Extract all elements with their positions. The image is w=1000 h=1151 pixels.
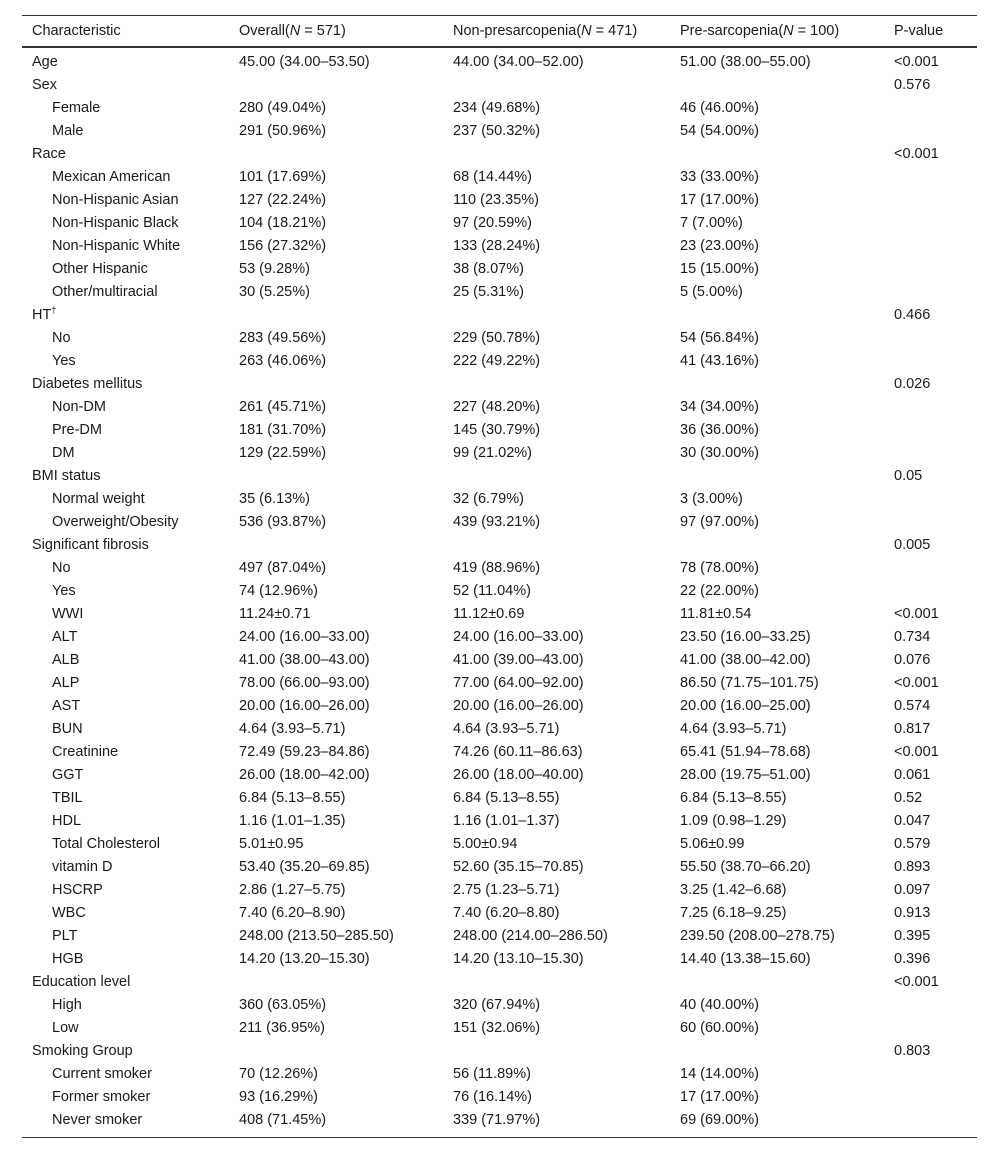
cell-non-presarcopenia: 4.64 (3.93–5.71) bbox=[453, 721, 560, 737]
cell-overall: 30 (5.25%) bbox=[239, 284, 310, 300]
cell-pre-sarcopenia: 17 (17.00%) bbox=[680, 1089, 759, 1105]
table-row bbox=[22, 1109, 977, 1138]
cell-non-presarcopenia: 11.12±0.69 bbox=[453, 606, 525, 622]
cell-pre-sarcopenia: 14 (14.00%) bbox=[680, 1066, 759, 1082]
cell-pre-sarcopenia: 4.64 (3.93–5.71) bbox=[680, 721, 787, 737]
cell-overall: 127 (22.24%) bbox=[239, 192, 327, 208]
table-row bbox=[22, 212, 977, 235]
row-characteristic: DM bbox=[52, 445, 75, 461]
cell-non-presarcopenia bbox=[443, 143, 670, 166]
cell-p-value: 0.52 bbox=[894, 790, 923, 806]
table-row bbox=[22, 787, 977, 810]
table-row bbox=[22, 350, 977, 373]
cell-non-presarcopenia: 32 (6.79%) bbox=[453, 491, 524, 507]
row-characteristic: HGB bbox=[52, 951, 84, 967]
cell-pre-sarcopenia: 65.41 (51.94–78.68) bbox=[680, 744, 811, 760]
header-non-presarcopenia: Non-presarcopenia(N = 471) bbox=[453, 23, 638, 39]
cell-p-value bbox=[884, 97, 977, 120]
cell-non-presarcopenia: 5.00±0.94 bbox=[453, 836, 518, 852]
row-characteristic: HSCRP bbox=[52, 882, 103, 898]
row-characteristic: Former smoker bbox=[52, 1089, 151, 1105]
row-characteristic: PLT bbox=[52, 928, 78, 944]
cell-p-value bbox=[884, 396, 977, 419]
cell-overall: 360 (63.05%) bbox=[239, 997, 327, 1013]
cell-p-value: 0.576 bbox=[894, 77, 931, 93]
table-row bbox=[22, 465, 977, 488]
row-characteristic: Creatinine bbox=[52, 744, 119, 760]
cell-p-value bbox=[884, 488, 977, 511]
table-row bbox=[22, 649, 977, 672]
cell-pre-sarcopenia: 36 (36.00%) bbox=[680, 422, 759, 438]
row-characteristic: Pre-DM bbox=[52, 422, 102, 438]
cell-p-value bbox=[884, 511, 977, 534]
cell-p-value bbox=[884, 1086, 977, 1109]
cell-overall bbox=[229, 74, 443, 97]
cell-non-presarcopenia: 99 (21.02%) bbox=[453, 445, 532, 461]
row-characteristic: Total Cholesterol bbox=[52, 836, 160, 852]
row-characteristic: Female bbox=[52, 100, 101, 116]
row-characteristic: vitamin D bbox=[52, 859, 113, 875]
cell-p-value bbox=[884, 120, 977, 143]
cell-pre-sarcopenia: 51.00 (38.00–55.00) bbox=[680, 54, 811, 70]
row-characteristic: Other Hispanic bbox=[52, 261, 148, 277]
cell-pre-sarcopenia: 20.00 (16.00–25.00) bbox=[680, 698, 811, 714]
table-row bbox=[22, 511, 977, 534]
cell-overall: 72.49 (59.23–84.86) bbox=[239, 744, 370, 760]
cell-p-value bbox=[884, 1017, 977, 1040]
cell-overall: 101 (17.69%) bbox=[239, 169, 327, 185]
cell-non-presarcopenia: 7.40 (6.20–8.80) bbox=[453, 905, 560, 921]
cell-non-presarcopenia: 145 (30.79%) bbox=[453, 422, 541, 438]
table-row bbox=[22, 925, 977, 948]
cell-overall: 70 (12.26%) bbox=[239, 1066, 318, 1082]
cell-pre-sarcopenia bbox=[670, 971, 884, 994]
cell-p-value: 0.076 bbox=[894, 652, 931, 668]
cell-overall: 35 (6.13%) bbox=[239, 491, 310, 507]
cell-non-presarcopenia: 2.75 (1.23–5.71) bbox=[453, 882, 560, 898]
cell-overall bbox=[229, 304, 443, 327]
row-characteristic: AST bbox=[52, 698, 81, 714]
cell-overall bbox=[229, 373, 443, 396]
cell-overall: 104 (18.21%) bbox=[239, 215, 327, 231]
cell-non-presarcopenia: 44.00 (34.00–52.00) bbox=[453, 54, 584, 70]
cell-non-presarcopenia: 222 (49.22%) bbox=[453, 353, 541, 369]
row-characteristic: Education level bbox=[32, 974, 131, 990]
table-row bbox=[22, 166, 977, 189]
cell-pre-sarcopenia: 5 (5.00%) bbox=[680, 284, 743, 300]
header-pre-sarcopenia: Pre-sarcopenia(N = 100) bbox=[680, 23, 840, 39]
cell-p-value: <0.001 bbox=[894, 606, 939, 622]
cell-pre-sarcopenia: 97 (97.00%) bbox=[680, 514, 759, 530]
cell-overall bbox=[229, 971, 443, 994]
table-row bbox=[22, 741, 977, 764]
row-characteristic: Yes bbox=[52, 583, 76, 599]
table-row bbox=[22, 143, 977, 166]
cell-non-presarcopenia: 77.00 (64.00–92.00) bbox=[453, 675, 584, 691]
row-characteristic: ALB bbox=[52, 652, 80, 668]
cell-pre-sarcopenia bbox=[670, 74, 884, 97]
table-row bbox=[22, 74, 977, 97]
cell-p-value bbox=[884, 189, 977, 212]
cell-pre-sarcopenia: 15 (15.00%) bbox=[680, 261, 759, 277]
table-row bbox=[22, 373, 977, 396]
row-characteristic: Normal weight bbox=[52, 491, 145, 507]
cell-pre-sarcopenia: 41.00 (38.00–42.00) bbox=[680, 652, 811, 668]
cell-overall bbox=[229, 1040, 443, 1063]
cell-pre-sarcopenia: 86.50 (71.75–101.75) bbox=[680, 675, 819, 691]
cell-p-value: 0.734 bbox=[894, 629, 931, 645]
cell-pre-sarcopenia: 78 (78.00%) bbox=[680, 560, 759, 576]
row-characteristic: Non-DM bbox=[52, 399, 106, 415]
table-row bbox=[22, 856, 977, 879]
table-row bbox=[22, 235, 977, 258]
table-row bbox=[22, 672, 977, 695]
cell-overall: 7.40 (6.20–8.90) bbox=[239, 905, 346, 921]
table-row bbox=[22, 1063, 977, 1086]
cell-pre-sarcopenia: 28.00 (19.75–51.00) bbox=[680, 767, 811, 783]
cell-p-value: 0.466 bbox=[894, 307, 931, 323]
cell-pre-sarcopenia: 60 (60.00%) bbox=[680, 1020, 759, 1036]
cell-pre-sarcopenia: 6.84 (5.13–8.55) bbox=[680, 790, 787, 806]
cell-non-presarcopenia: 24.00 (16.00–33.00) bbox=[453, 629, 584, 645]
cell-p-value: 0.396 bbox=[894, 951, 931, 967]
cell-non-presarcopenia: 439 (93.21%) bbox=[453, 514, 541, 530]
cell-pre-sarcopenia bbox=[670, 304, 884, 327]
cell-overall: 156 (27.32%) bbox=[239, 238, 327, 254]
cell-non-presarcopenia: 76 (16.14%) bbox=[453, 1089, 532, 1105]
cell-p-value bbox=[884, 442, 977, 465]
table-row bbox=[22, 488, 977, 511]
row-characteristic: Current smoker bbox=[52, 1066, 152, 1082]
table-row bbox=[22, 557, 977, 580]
cell-non-presarcopenia: 14.20 (13.10–15.30) bbox=[453, 951, 584, 967]
cell-overall: 263 (46.06%) bbox=[239, 353, 327, 369]
row-characteristic: WBC bbox=[52, 905, 86, 921]
cell-pre-sarcopenia: 34 (34.00%) bbox=[680, 399, 759, 415]
cell-pre-sarcopenia: 54 (54.00%) bbox=[680, 123, 759, 139]
table-row bbox=[22, 879, 977, 902]
cell-pre-sarcopenia: 22 (22.00%) bbox=[680, 583, 759, 599]
table-row bbox=[22, 47, 977, 74]
cell-p-value bbox=[884, 327, 977, 350]
table-row bbox=[22, 718, 977, 741]
cell-non-presarcopenia: 227 (48.20%) bbox=[453, 399, 541, 415]
cell-pre-sarcopenia: 14.40 (13.38–15.60) bbox=[680, 951, 811, 967]
table-row bbox=[22, 120, 977, 143]
table-row bbox=[22, 396, 977, 419]
row-characteristic: Low bbox=[52, 1020, 79, 1036]
cell-overall: 11.24±0.71 bbox=[239, 606, 311, 622]
cell-overall: 497 (87.04%) bbox=[239, 560, 327, 576]
cell-non-presarcopenia: 320 (67.94%) bbox=[453, 997, 541, 1013]
cell-p-value bbox=[884, 212, 977, 235]
cell-overall: 129 (22.59%) bbox=[239, 445, 327, 461]
cell-non-presarcopenia: 56 (11.89%) bbox=[453, 1066, 531, 1082]
table-row bbox=[22, 833, 977, 856]
cell-overall: 280 (49.04%) bbox=[239, 100, 327, 116]
row-characteristic: Non-Hispanic Asian bbox=[52, 192, 179, 208]
row-characteristic: No bbox=[52, 560, 71, 576]
row-characteristic: HT† bbox=[32, 305, 57, 323]
cell-p-value bbox=[884, 580, 977, 603]
cell-overall: 14.20 (13.20–15.30) bbox=[239, 951, 370, 967]
cell-overall bbox=[229, 465, 443, 488]
cell-non-presarcopenia: 248.00 (214.00–286.50) bbox=[453, 928, 608, 944]
row-characteristic: Never smoker bbox=[52, 1112, 143, 1128]
cell-overall: 74 (12.96%) bbox=[239, 583, 318, 599]
cell-p-value bbox=[884, 557, 977, 580]
cell-pre-sarcopenia: 11.81±0.54 bbox=[680, 606, 752, 622]
cell-p-value: 0.803 bbox=[894, 1043, 931, 1059]
cell-p-value: <0.001 bbox=[894, 146, 939, 162]
cell-non-presarcopenia: 52 (11.04%) bbox=[453, 583, 531, 599]
cell-non-presarcopenia: 52.60 (35.15–70.85) bbox=[453, 859, 584, 875]
cell-overall: 6.84 (5.13–8.55) bbox=[239, 790, 346, 806]
header-overall: Overall(N = 571) bbox=[239, 23, 346, 39]
cell-non-presarcopenia bbox=[443, 534, 670, 557]
cell-pre-sarcopenia bbox=[670, 1040, 884, 1063]
cell-p-value: 0.574 bbox=[894, 698, 931, 714]
table-body bbox=[22, 47, 977, 1138]
cell-non-presarcopenia: 41.00 (39.00–43.00) bbox=[453, 652, 584, 668]
cell-pre-sarcopenia: 7.25 (6.18–9.25) bbox=[680, 905, 787, 921]
row-characteristic: Significant fibrosis bbox=[32, 537, 149, 553]
cell-overall: 248.00 (213.50–285.50) bbox=[239, 928, 394, 944]
cell-overall: 93 (16.29%) bbox=[239, 1089, 318, 1105]
table-row bbox=[22, 1086, 977, 1109]
cell-pre-sarcopenia: 1.09 (0.98–1.29) bbox=[680, 813, 787, 829]
cell-overall: 24.00 (16.00–33.00) bbox=[239, 629, 370, 645]
cell-pre-sarcopenia: 30 (30.00%) bbox=[680, 445, 759, 461]
cell-p-value bbox=[884, 994, 977, 1017]
cell-non-presarcopenia: 26.00 (18.00–40.00) bbox=[453, 767, 584, 783]
cell-pre-sarcopenia: 33 (33.00%) bbox=[680, 169, 759, 185]
table-row bbox=[22, 994, 977, 1017]
cell-pre-sarcopenia: 69 (69.00%) bbox=[680, 1112, 759, 1128]
table-row bbox=[22, 534, 977, 557]
cell-pre-sarcopenia: 3.25 (1.42–6.68) bbox=[680, 882, 787, 898]
cell-non-presarcopenia: 110 (23.35%) bbox=[453, 192, 539, 208]
cell-pre-sarcopenia: 5.06±0.99 bbox=[680, 836, 745, 852]
cell-pre-sarcopenia: 40 (40.00%) bbox=[680, 997, 759, 1013]
cell-overall: 78.00 (66.00–93.00) bbox=[239, 675, 370, 691]
cell-pre-sarcopenia: 3 (3.00%) bbox=[680, 491, 743, 507]
cell-p-value bbox=[884, 1063, 977, 1086]
cell-p-value bbox=[884, 1109, 977, 1138]
table-row bbox=[22, 1040, 977, 1063]
row-characteristic: Race bbox=[32, 146, 66, 162]
table-row bbox=[22, 626, 977, 649]
cell-non-presarcopenia: 38 (8.07%) bbox=[453, 261, 524, 277]
header-characteristic: Characteristic bbox=[32, 23, 121, 39]
row-characteristic: Diabetes mellitus bbox=[32, 376, 143, 392]
cell-p-value: 0.061 bbox=[894, 767, 931, 783]
table-row bbox=[22, 948, 977, 971]
cell-p-value: 0.047 bbox=[894, 813, 931, 829]
row-characteristic: ALP bbox=[52, 675, 80, 691]
cell-pre-sarcopenia bbox=[670, 143, 884, 166]
row-characteristic: WWI bbox=[52, 606, 84, 622]
cell-pre-sarcopenia bbox=[670, 373, 884, 396]
row-characteristic: BMI status bbox=[32, 468, 101, 484]
cell-p-value bbox=[884, 281, 977, 304]
cell-overall: 181 (31.70%) bbox=[239, 422, 327, 438]
table-row bbox=[22, 419, 977, 442]
cell-p-value bbox=[884, 258, 977, 281]
table-row bbox=[22, 603, 977, 626]
cell-overall: 53 (9.28%) bbox=[239, 261, 310, 277]
table-row bbox=[22, 327, 977, 350]
row-characteristic: Other/multiracial bbox=[52, 284, 158, 300]
cell-pre-sarcopenia: 55.50 (38.70–66.20) bbox=[680, 859, 811, 875]
table-row bbox=[22, 695, 977, 718]
cell-p-value: 0.097 bbox=[894, 882, 931, 898]
cell-overall: 261 (45.71%) bbox=[239, 399, 327, 415]
cell-non-presarcopenia bbox=[443, 74, 670, 97]
row-characteristic: Sex bbox=[32, 77, 57, 93]
table-row bbox=[22, 304, 977, 327]
cell-overall: 408 (71.45%) bbox=[239, 1112, 327, 1128]
cell-pre-sarcopenia bbox=[670, 534, 884, 557]
table-row bbox=[22, 442, 977, 465]
cell-p-value bbox=[884, 235, 977, 258]
cell-p-value: 0.893 bbox=[894, 859, 931, 875]
row-characteristic: No bbox=[52, 330, 71, 346]
table-row bbox=[22, 810, 977, 833]
row-characteristic: Non-Hispanic White bbox=[52, 238, 181, 254]
row-characteristic: HDL bbox=[52, 813, 82, 829]
table-row bbox=[22, 1017, 977, 1040]
cell-overall: 536 (93.87%) bbox=[239, 514, 327, 530]
table-row bbox=[22, 189, 977, 212]
cell-pre-sarcopenia: 41 (43.16%) bbox=[680, 353, 759, 369]
cell-p-value: 0.817 bbox=[894, 721, 931, 737]
cell-non-presarcopenia: 339 (71.97%) bbox=[453, 1112, 541, 1128]
row-characteristic: ALT bbox=[52, 629, 78, 645]
table-header bbox=[22, 16, 977, 48]
cell-non-presarcopenia bbox=[443, 304, 670, 327]
cell-non-presarcopenia bbox=[443, 1040, 670, 1063]
cell-p-value: 0.026 bbox=[894, 376, 931, 392]
table-row bbox=[22, 580, 977, 603]
header-row bbox=[22, 16, 977, 48]
cell-non-presarcopenia: 20.00 (16.00–26.00) bbox=[453, 698, 584, 714]
cell-non-presarcopenia bbox=[443, 373, 670, 396]
cell-non-presarcopenia bbox=[443, 465, 670, 488]
row-characteristic: Mexican American bbox=[52, 169, 171, 185]
table-row bbox=[22, 764, 977, 787]
cell-p-value: 0.395 bbox=[894, 928, 931, 944]
cell-non-presarcopenia: 151 (32.06%) bbox=[453, 1020, 541, 1036]
cell-non-presarcopenia: 234 (49.68%) bbox=[453, 100, 541, 116]
row-characteristic: Non-Hispanic Black bbox=[52, 215, 179, 231]
cell-p-value: <0.001 bbox=[894, 974, 939, 990]
cell-p-value bbox=[884, 419, 977, 442]
cell-pre-sarcopenia: 23.50 (16.00–33.25) bbox=[680, 629, 811, 645]
cell-non-presarcopenia bbox=[443, 971, 670, 994]
cell-pre-sarcopenia: 46 (46.00%) bbox=[680, 100, 759, 116]
cell-overall: 4.64 (3.93–5.71) bbox=[239, 721, 346, 737]
cell-overall: 26.00 (18.00–42.00) bbox=[239, 767, 370, 783]
cell-pre-sarcopenia: 239.50 (208.00–278.75) bbox=[680, 928, 835, 944]
cell-p-value: <0.001 bbox=[894, 54, 939, 70]
cell-overall: 291 (50.96%) bbox=[239, 123, 327, 139]
table-row bbox=[22, 902, 977, 925]
row-characteristic: Age bbox=[32, 54, 58, 70]
table-row bbox=[22, 258, 977, 281]
baseline-characteristics-table bbox=[22, 15, 977, 1138]
cell-p-value: 0.579 bbox=[894, 836, 931, 852]
cell-overall: 45.00 (34.00–53.50) bbox=[239, 54, 370, 70]
row-characteristic: GGT bbox=[52, 767, 84, 783]
row-characteristic: Yes bbox=[52, 353, 76, 369]
cell-overall: 5.01±0.95 bbox=[239, 836, 304, 852]
cell-non-presarcopenia: 133 (28.24%) bbox=[453, 238, 541, 254]
table-row bbox=[22, 971, 977, 994]
row-characteristic: Overweight/Obesity bbox=[52, 514, 179, 530]
table-row bbox=[22, 97, 977, 120]
cell-non-presarcopenia: 97 (20.59%) bbox=[453, 215, 532, 231]
cell-non-presarcopenia: 74.26 (60.11–86.63) bbox=[453, 744, 583, 760]
cell-p-value bbox=[884, 166, 977, 189]
table-row bbox=[22, 281, 977, 304]
cell-pre-sarcopenia: 7 (7.00%) bbox=[680, 215, 743, 231]
cell-p-value: 0.913 bbox=[894, 905, 931, 921]
row-characteristic: Male bbox=[52, 123, 84, 139]
cell-non-presarcopenia: 25 (5.31%) bbox=[453, 284, 524, 300]
cell-pre-sarcopenia: 54 (56.84%) bbox=[680, 330, 759, 346]
cell-p-value bbox=[884, 350, 977, 373]
header-p-value: P-value bbox=[894, 23, 944, 39]
row-characteristic: Smoking Group bbox=[32, 1043, 133, 1059]
cell-overall: 53.40 (35.20–69.85) bbox=[239, 859, 370, 875]
row-characteristic: BUN bbox=[52, 721, 83, 737]
cell-p-value: 0.05 bbox=[894, 468, 923, 484]
cell-p-value: <0.001 bbox=[894, 744, 939, 760]
cell-non-presarcopenia: 6.84 (5.13–8.55) bbox=[453, 790, 560, 806]
cell-overall: 2.86 (1.27–5.75) bbox=[239, 882, 346, 898]
cell-overall: 211 (36.95%) bbox=[239, 1020, 325, 1036]
cell-p-value: <0.001 bbox=[894, 675, 939, 691]
cell-p-value: 0.005 bbox=[894, 537, 931, 553]
row-characteristic: TBIL bbox=[52, 790, 83, 806]
cell-non-presarcopenia: 229 (50.78%) bbox=[453, 330, 541, 346]
cell-non-presarcopenia: 68 (14.44%) bbox=[453, 169, 532, 185]
cell-overall: 283 (49.56%) bbox=[239, 330, 327, 346]
cell-pre-sarcopenia bbox=[670, 465, 884, 488]
cell-overall: 1.16 (1.01–1.35) bbox=[239, 813, 346, 829]
row-characteristic: High bbox=[52, 997, 82, 1013]
cell-non-presarcopenia: 1.16 (1.01–1.37) bbox=[453, 813, 560, 829]
cell-non-presarcopenia: 419 (88.96%) bbox=[453, 560, 541, 576]
cell-overall: 41.00 (38.00–43.00) bbox=[239, 652, 370, 668]
cell-non-presarcopenia: 237 (50.32%) bbox=[453, 123, 541, 139]
cell-overall: 20.00 (16.00–26.00) bbox=[239, 698, 370, 714]
cell-pre-sarcopenia: 17 (17.00%) bbox=[680, 192, 759, 208]
cell-pre-sarcopenia: 23 (23.00%) bbox=[680, 238, 759, 254]
cell-overall bbox=[229, 534, 443, 557]
baseline-characteristics-table-container bbox=[22, 15, 977, 1138]
footnote-marker: † bbox=[51, 305, 57, 316]
cell-overall bbox=[229, 143, 443, 166]
